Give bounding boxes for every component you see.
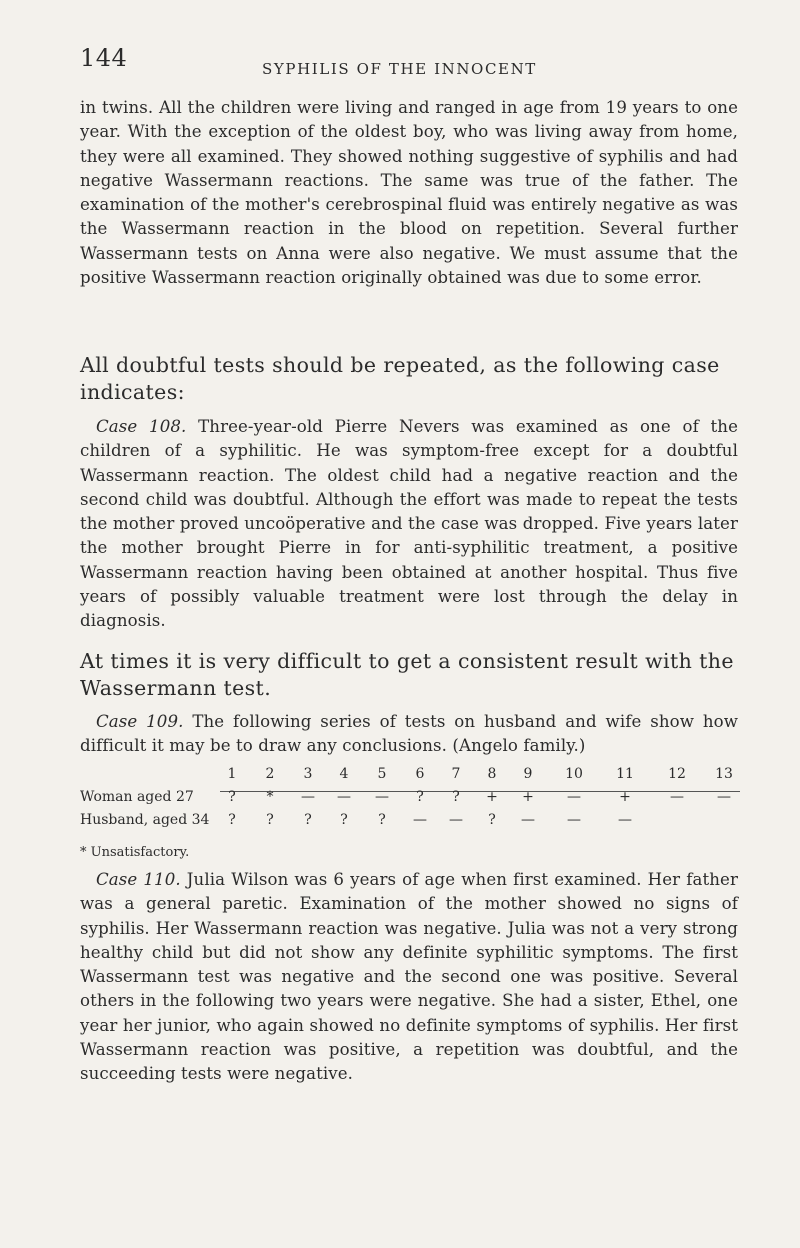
table-header-row: [80, 766, 745, 788]
table-cell: ?: [452, 789, 460, 805]
table-col-header: 11: [616, 766, 634, 782]
table-col-header: 1: [227, 766, 237, 782]
table-col-header: 3: [303, 766, 313, 782]
case-109-label: Case 109.: [96, 712, 184, 731]
heading-consistent-result: At times it is very difficult to get a consistent result with the Wassermann test.: [80, 649, 734, 700]
table-cell: ?: [228, 789, 236, 805]
table-cell: —: [717, 789, 731, 805]
table-cell: —: [337, 789, 351, 805]
case-109-paragraph: [80, 710, 738, 759]
running-head: SYPHILIS OF THE INNOCENT: [262, 60, 537, 78]
table-row: [80, 789, 745, 811]
table-col-header: 9: [523, 766, 533, 782]
case-110-label: Case 110.: [96, 870, 181, 889]
table-cell: —: [375, 789, 389, 805]
section-heading-2: [80, 648, 738, 702]
table-col-header: 6: [415, 766, 425, 782]
table-cell: —: [567, 789, 581, 805]
case-110-paragraph: [80, 868, 738, 1087]
table-row: [80, 812, 745, 834]
table-cell: ?: [228, 812, 236, 828]
table-cell: +: [522, 789, 534, 805]
row-label-woman: Woman aged 27: [80, 789, 194, 805]
table-col-header: 7: [451, 766, 461, 782]
table-col-header: 4: [339, 766, 349, 782]
table-footnote: * Unsatisfactory.: [80, 845, 190, 860]
table-cell: +: [486, 789, 498, 805]
case-109-text: The following series of tests on husband and wife show how difficult it may be to draw any conclusions. (Angelo family.): [80, 712, 738, 756]
table-col-header: 10: [565, 766, 583, 782]
row-label-husband: Husband, aged 34: [80, 812, 210, 828]
wassermann-table: [80, 766, 745, 788]
table-col-header: 8: [487, 766, 497, 782]
case-110-text: Julia Wilson was 6 years of age when first examined. Her father was a general paretic. Examination of the mother showed no signs of syphilis. Her Wassermann reaction was negative. Julia was not a very strong healthy child but did not show any definite syphilitic symptoms. The first Wassermann test was negative and the second one was positive. Several others in the following two years were negative. She had a sister, Ethel, one year her junior, who again showed no definite symptoms of syphilis. Her first Wassermann reaction was positive, a repetition was doubtful, and the succeeding tests were negative.: [80, 870, 738, 1084]
table-cell: —: [413, 812, 427, 828]
case-108-paragraph: [80, 415, 738, 634]
section-heading-1: [80, 352, 738, 406]
table-cell: —: [670, 789, 684, 805]
case-109: [80, 710, 738, 759]
table-cell: +: [619, 789, 631, 805]
table-col-header: 2: [265, 766, 275, 782]
table-cell: —: [567, 812, 581, 828]
table-cell: ?: [488, 812, 496, 828]
table-col-header: 5: [377, 766, 387, 782]
table-cell: ?: [416, 789, 424, 805]
case-108: [80, 415, 738, 634]
table-cell: ?: [378, 812, 386, 828]
case-110: [80, 868, 738, 1087]
table-col-header: 13: [715, 766, 733, 782]
table-cell: *: [266, 789, 274, 805]
paragraph-twins: in twins. All the children were living and ranged in age from 19 years to one year. With the exception of the oldest boy, who was living away from home, they were all examined. They showed nothing suggestive of syphilis and had negative Wassermann reactions. The same was true of the father. The examination of the mother's cerebrospinal fluid was entirely negative as was the Wassermann reaction in the blood on repetition. Several further Wassermann tests on Anna were also negative. We must assume that the positive Wassermann reaction originally obtained was due to some error.: [80, 98, 738, 288]
heading-doubtful-tests: All doubtful tests should be repeated, as the following case indicates:: [80, 353, 720, 404]
table-cell: —: [449, 812, 463, 828]
table-row-husband: [80, 812, 745, 834]
table-cell: —: [618, 812, 632, 828]
table-cell: ?: [304, 812, 312, 828]
table-cell: —: [521, 812, 535, 828]
table-cell: ?: [266, 812, 274, 828]
table-cell: ?: [340, 812, 348, 828]
page-number: 144: [80, 44, 128, 72]
case-108-label: Case 108.: [96, 417, 187, 436]
table-cell: —: [301, 789, 315, 805]
paragraph-continuation: [80, 96, 738, 290]
table-row-woman: [80, 789, 745, 811]
table-col-header: 12: [668, 766, 686, 782]
case-108-text: Three-year-old Pierre Nevers was examined as one of the children of a syphilitic. He was symptom-free except for a doubtful Wassermann reaction. The oldest child had a negative reaction and the second child was doubtful. Although the effort was made to repeat the tests the mother proved uncoöperative and the case was dropped. Five years later the mother brought Pierre in for anti-syphilitic treatment, a positive Wassermann reaction having been obtained at another hospital. Thus five years of possibly valuable treatment were lost through the delay in diagnosis.: [80, 417, 738, 631]
